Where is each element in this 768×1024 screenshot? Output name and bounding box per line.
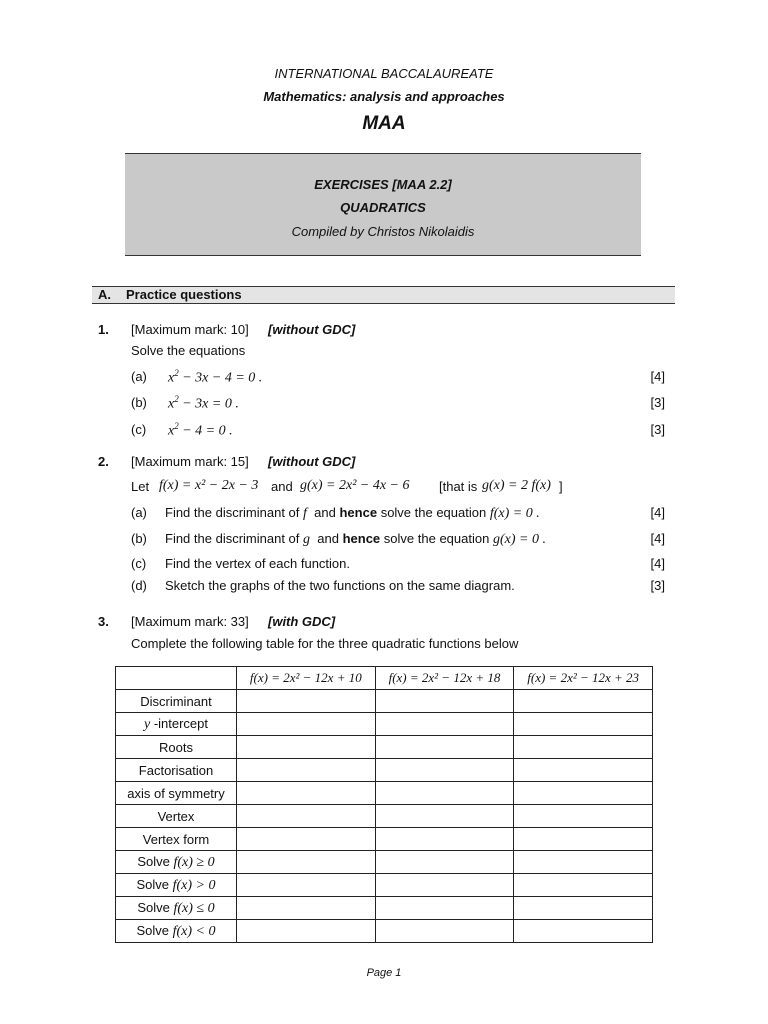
answer-cell[interactable] [375,782,514,805]
answer-cell[interactable] [375,690,514,713]
answer-cell[interactable] [237,736,376,759]
table-row [116,828,653,851]
answer-cell[interactable] [514,920,653,943]
q2a-label: (a) [131,505,147,520]
table-row [116,736,653,759]
answer-cell[interactable] [237,828,376,851]
answer-cell[interactable] [375,759,514,782]
row-label: Vertex [116,805,237,828]
row-label: Roots [116,736,237,759]
answer-cell[interactable] [375,828,514,851]
answer-cell[interactable] [375,874,514,897]
answer-cell[interactable] [375,736,514,759]
q2-relation: g(x) = 2 f(x) [482,478,551,493]
q2-number: 2. [98,454,109,469]
q1c-equation: $x^2 - 4 = 0$ . [168,421,233,439]
q2b-label: (b) [131,531,147,546]
table-header-row [116,667,653,690]
q2-and: and [271,479,293,494]
table-header-cell: f(x) = 2x² − 12x + 23 [514,667,653,690]
table-row [116,782,653,805]
answer-cell[interactable] [375,920,514,943]
q2-let: Let [131,479,150,494]
q2-that-is: [that is [439,479,478,494]
answer-cell[interactable] [375,851,514,874]
q2a-mark: [4] [650,505,665,520]
q1b-equation: $x^2 - 3x = 0$ . [168,394,239,412]
answer-cell[interactable] [514,874,653,897]
answer-cell[interactable] [375,713,514,736]
q2b-mark: [4] [650,531,665,546]
table-row [116,851,653,874]
row-label: Discriminant [116,690,237,713]
row-label: y -intercept [116,713,237,736]
q1b-mark: [3] [650,395,665,410]
q1-number: 1. [98,322,109,337]
q2d-text: Sketch the graphs of the two functions on the same diagram. [165,578,515,593]
q1a-equation: $x^2 - 3x - 4 = 0$ . [168,368,263,386]
row-label: Factorisation [116,759,237,782]
banner-line-1: EXERCISES [MAA 2.2] [314,177,452,192]
q3-prompt: Complete the following table for the three quadratic functions below [131,636,519,651]
q3-gdc: [with GDC] [268,614,336,629]
answer-cell[interactable] [514,759,653,782]
row-label: Solve f(x) < 0 [116,920,237,943]
q2c-label: (c) [131,556,147,571]
table-row [116,897,653,920]
answer-cell[interactable] [237,874,376,897]
q2-f-definition: f(x) = x² − 2x − 3 [159,478,259,493]
answer-cell[interactable] [237,805,376,828]
answer-cell[interactable] [237,920,376,943]
q1c-mark: [3] [650,422,665,437]
q2c-mark: [4] [650,556,665,571]
q2-gdc: [without GDC] [268,454,356,469]
header-subject: Mathematics: analysis and approaches [263,89,505,104]
banner-line-3: Compiled by Christos Nikolaidis [291,224,475,239]
answer-cell[interactable] [514,713,653,736]
title-banner [125,153,641,256]
header-code: MAA [362,113,406,134]
answer-cell[interactable] [514,736,653,759]
answer-cell[interactable] [237,851,376,874]
q1c-label: (c) [131,422,147,437]
section-title: Practice questions [126,287,242,302]
q1-gdc: [without GDC] [268,322,356,337]
row-label: Solve f(x) > 0 [116,874,237,897]
q1a-label: (a) [131,369,147,384]
header-org: INTERNATIONAL BACCALAUREATE [274,66,494,81]
q3-number: 3. [98,614,109,629]
answer-cell[interactable] [237,690,376,713]
row-label: axis of symmetry [116,782,237,805]
answer-cell[interactable] [237,713,376,736]
q2-g-definition: g(x) = 2x² − 4x − 6 [300,478,410,493]
table-corner-cell [116,667,237,690]
q1b-label: (b) [131,395,147,410]
q2-marks: [Maximum mark: 15] [131,454,249,469]
row-label: Vertex form [116,828,237,851]
table-header-cell: f(x) = 2x² − 12x + 18 [375,667,514,690]
table-row [116,713,653,736]
answer-cell[interactable] [514,851,653,874]
answer-cell[interactable] [237,897,376,920]
answer-cell[interactable] [514,828,653,851]
q1a-mark: [4] [650,369,665,384]
q1-marks: [Maximum mark: 10] [131,322,249,337]
q1-prompt: Solve the equations [131,343,246,358]
answer-cell[interactable] [237,759,376,782]
answer-cell[interactable] [514,897,653,920]
q2b-text: Find the discriminant of g and hence solve the equation g(x) = 0 . [165,531,546,547]
q3-marks: [Maximum mark: 33] [131,614,249,629]
q2d-label: (d) [131,578,147,593]
q2d-mark: [3] [650,578,665,593]
answer-cell[interactable] [514,805,653,828]
q2a-text: Find the discriminant of f and hence solve the equation f(x) = 0 . [165,505,540,521]
q2c-text: Find the vertex of each function. [165,556,350,571]
answer-cell[interactable] [514,690,653,713]
row-label: Solve f(x) ≥ 0 [116,851,237,874]
section-header [92,286,675,304]
answer-cell[interactable] [375,805,514,828]
row-label: Solve f(x) ≤ 0 [116,897,237,920]
page-number: Page 1 [366,967,402,979]
table-row [116,874,653,897]
quadratics-table [115,666,653,943]
table-row [116,920,653,943]
q2-close: ] [559,479,563,494]
section-letter: A. [98,287,111,302]
answer-cell[interactable] [375,897,514,920]
banner-line-2: QUADRATICS [340,200,426,215]
table-row [116,690,653,713]
answer-cell[interactable] [237,782,376,805]
answer-cell[interactable] [514,782,653,805]
table-row [116,805,653,828]
table-row [116,759,653,782]
table-header-cell: f(x) = 2x² − 12x + 10 [237,667,376,690]
